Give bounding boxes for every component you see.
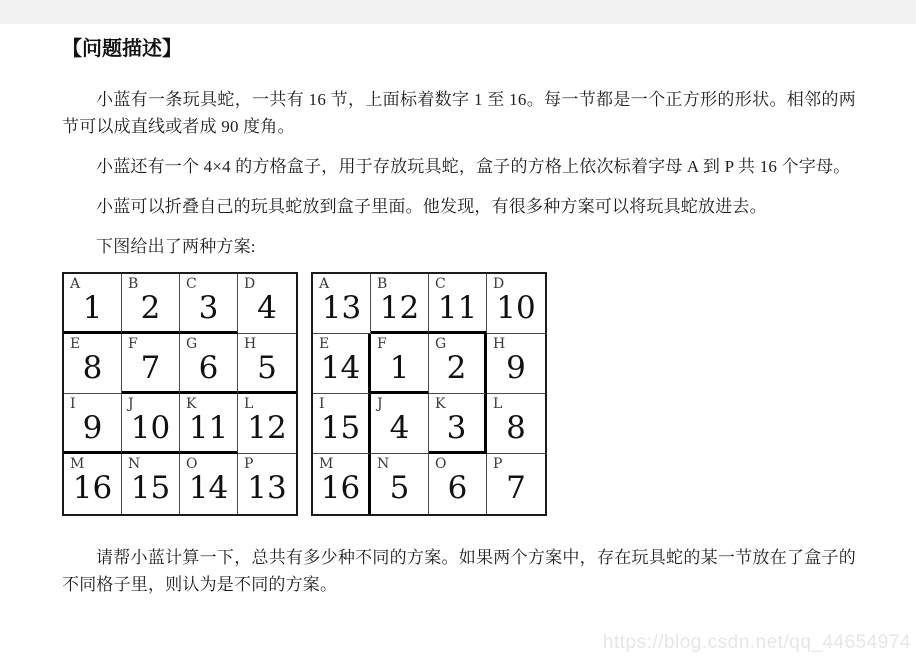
- grid-cell-I: [313, 394, 371, 454]
- cell-number: 14: [188, 470, 229, 506]
- cell-letter: F: [377, 336, 387, 352]
- grid-cell-L: [238, 394, 296, 454]
- cell-number: 8: [506, 410, 526, 446]
- cell-letter: P: [493, 456, 503, 472]
- cell-number: 10: [130, 410, 171, 446]
- cell-letter: M: [70, 456, 85, 472]
- csdn-watermark: https://blog.csdn.net/qq_44654974: [602, 632, 911, 653]
- grid-cell-J: [371, 394, 429, 454]
- cell-number: 15: [130, 470, 171, 506]
- paragraph-box-description: 小蓝还有一个 4×4 的方格盒子，用于存放玩具蛇，盒子的方格上依次标着字母 A 到 P 共 16 个字母。: [96, 157, 851, 176]
- grid-cell-B: [371, 274, 429, 334]
- grid-cell-N: [371, 454, 429, 514]
- grid-cell-I: [64, 394, 122, 454]
- cell-letter: K: [186, 396, 197, 412]
- grid-cell-G: [180, 334, 238, 394]
- paragraph-snake-description: 小蓝有一条玩具蛇，一共有 16 节，上面标着数字 1 至 16。每一节都是一个正方形的形状。相邻的两节可以成直线或者成 90 度角。: [62, 90, 856, 136]
- grid-cell-N: [122, 454, 180, 514]
- grid-cell-M: [64, 454, 122, 514]
- cell-number: 8: [82, 350, 103, 386]
- cell-number: 13: [247, 470, 287, 506]
- solution-figures: [62, 272, 856, 516]
- grid-cell-J: [122, 394, 180, 454]
- cell-letter: E: [70, 336, 81, 352]
- grid-cell-D: [487, 274, 545, 334]
- grid-cell-E: [64, 334, 122, 394]
- grid-cell-O: [180, 454, 238, 514]
- cell-number: 11: [437, 290, 478, 326]
- document-body: [0, 24, 916, 598]
- grid-cell-A: [313, 274, 371, 334]
- cell-letter: H: [493, 336, 506, 352]
- cell-number: 6: [447, 470, 468, 506]
- cell-letter: B: [128, 276, 139, 292]
- cell-letter: I: [70, 396, 76, 412]
- cell-number: 16: [320, 470, 361, 506]
- cell-letter: D: [244, 276, 256, 292]
- cell-number: 12: [247, 410, 287, 446]
- cell-number: 14: [320, 350, 361, 386]
- cell-number: 10: [496, 290, 536, 326]
- grid-cell-C: [180, 274, 238, 334]
- cell-letter: C: [435, 276, 446, 292]
- cell-letter: M: [319, 456, 334, 472]
- page-top-strip: [0, 0, 916, 24]
- grid-cell-G: [429, 334, 487, 394]
- paragraph-folding-description: 小蓝可以折叠自己的玩具蛇放到盒子里面。他发现，有很多种方案可以将玩具蛇放进去。: [96, 197, 767, 216]
- cell-letter: G: [186, 336, 198, 352]
- cell-number: 2: [140, 290, 161, 326]
- cell-letter: P: [244, 456, 254, 472]
- section-title: 【问题描述】: [62, 38, 182, 60]
- cell-letter: L: [493, 396, 503, 412]
- cell-letter: J: [128, 396, 134, 412]
- figure-caption: 下图给出了两种方案:: [96, 237, 256, 256]
- grid-cell-O: [429, 454, 487, 514]
- cell-letter: A: [319, 276, 330, 292]
- cell-number: 9: [506, 350, 526, 386]
- cell-letter: J: [377, 396, 383, 412]
- cell-letter: A: [70, 276, 81, 292]
- solution-grid-2: [311, 272, 547, 516]
- cell-number: 15: [320, 410, 361, 446]
- grid-cell-K: [180, 394, 238, 454]
- cell-letter: C: [186, 276, 197, 292]
- solution-grid-1: [62, 272, 298, 516]
- cell-letter: L: [244, 396, 254, 412]
- grid-cell-P: [238, 454, 296, 514]
- cell-letter: B: [377, 276, 388, 292]
- grid-cell-B: [122, 274, 180, 334]
- cell-number: 1: [389, 350, 410, 386]
- cell-number: 11: [188, 410, 229, 446]
- grid-cell-L: [487, 394, 545, 454]
- cell-number: 7: [140, 350, 161, 386]
- cell-letter: E: [319, 336, 330, 352]
- cell-letter: H: [244, 336, 257, 352]
- grid-cell-H: [238, 334, 296, 394]
- cell-number: 2: [446, 350, 467, 386]
- cell-letter: G: [435, 336, 447, 352]
- cell-number: 1: [82, 290, 103, 326]
- cell-letter: I: [319, 396, 325, 412]
- grid-cell-P: [487, 454, 545, 514]
- cell-number: 4: [389, 410, 410, 446]
- cell-number: 3: [446, 410, 467, 446]
- grid-cell-E: [313, 334, 371, 394]
- cell-number: 13: [321, 290, 362, 326]
- grid-cell-F: [122, 334, 180, 394]
- grid-cell-D: [238, 274, 296, 334]
- cell-letter: F: [128, 336, 138, 352]
- grid-cell-H: [487, 334, 545, 394]
- cell-letter: O: [435, 456, 447, 472]
- cell-number: 12: [379, 290, 420, 326]
- cell-number: 6: [198, 350, 219, 386]
- cell-number: 9: [82, 410, 103, 446]
- grid-cell-F: [371, 334, 429, 394]
- grid-cell-M: [313, 454, 371, 514]
- cell-letter: D: [493, 276, 505, 292]
- cell-letter: N: [128, 456, 141, 472]
- cell-letter: K: [435, 396, 446, 412]
- grid-cell-K: [429, 394, 487, 454]
- cell-number: 5: [257, 350, 277, 386]
- cell-number: 5: [389, 470, 410, 506]
- cell-letter: O: [186, 456, 198, 472]
- cell-number: 3: [198, 290, 219, 326]
- cell-number: 4: [257, 290, 277, 326]
- grid-cell-C: [429, 274, 487, 334]
- paragraph-question: 请帮小蓝计算一下，总共有多少种不同的方案。如果两个方案中，存在玩具蛇的某一节放在了盒子的不同格子里，则认为是不同的方案。: [62, 548, 856, 594]
- cell-number: 7: [506, 470, 526, 506]
- cell-letter: N: [377, 456, 390, 472]
- cell-number: 16: [72, 470, 113, 506]
- grid-cell-A: [64, 274, 122, 334]
